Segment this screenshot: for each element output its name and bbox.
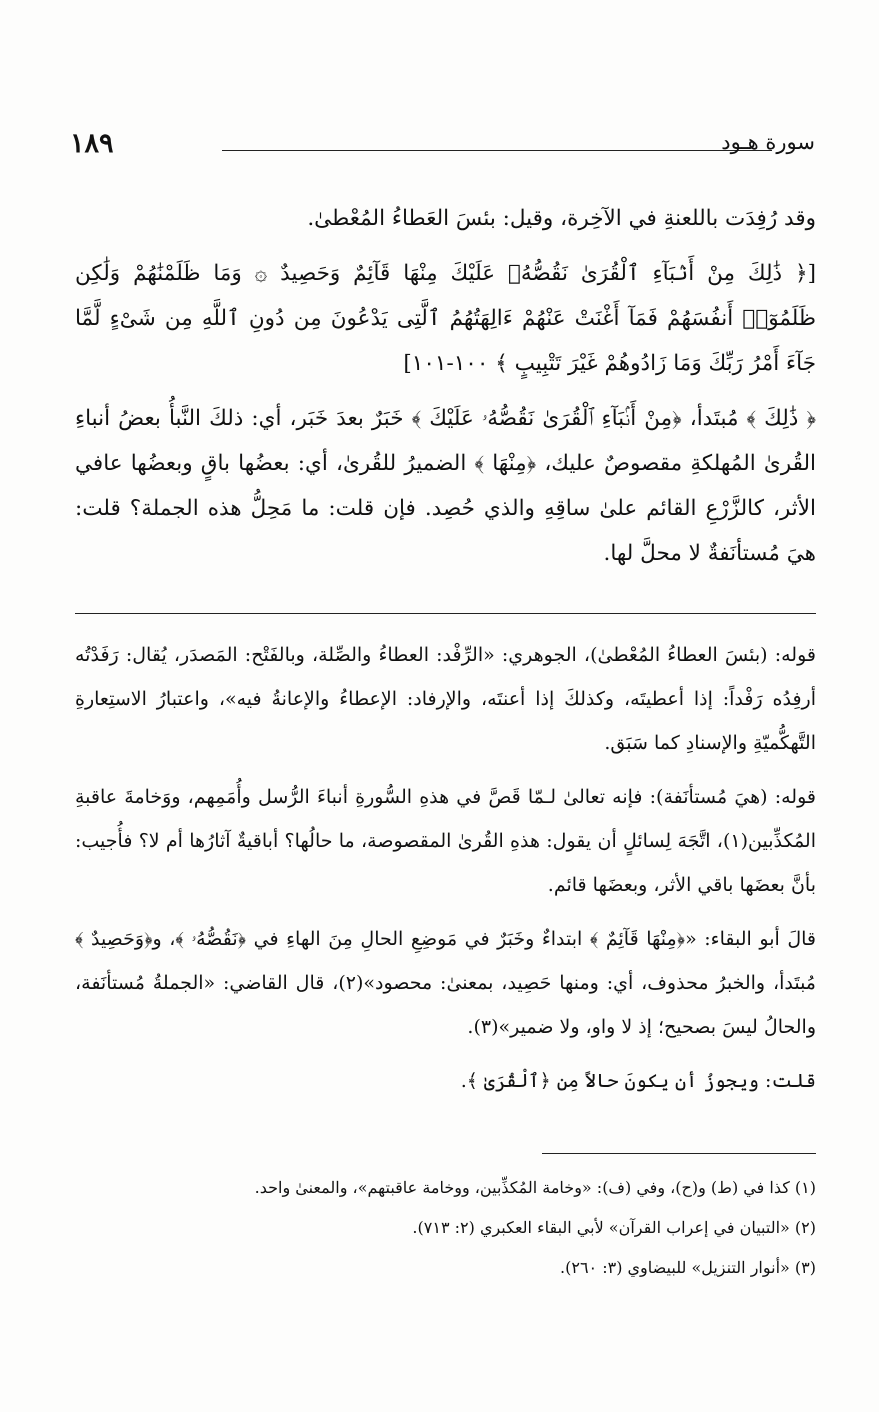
intro-line: وقد رُفِدَت باللعنةِ في الآخِرة، وقيل: بئسَ العَطاءُ المُعْطىٰ. xyxy=(307,206,816,231)
quran-verse: [﴿ ذَٰلِكَ مِنْ أَنۢبَآءِ ٱلْقُرَىٰ نَقُصُّهُۥ عَلَيْكَ مِنْهَا قَآئِمٌ وَحَصِيدٌ ۞ وَمَا ظَلَمْنَٰهُمْ وَلَٰكِن ظَلَمُوٓا۟ أَنفُسَهُمْ فَمَآ أَغْنَتْ عَنْهُمْ ءَالِهَتُهُمُ ٱلَّتِى يَدْعُونَ مِن دُونِ ٱللَّهِ مِن شَىْءٍ لَّمَّا جَآءَ أَمْرُ رَبِّكَ وَمَا زَادُوهُمْ غَيْرَ تَتْبِيبٍ ﴾ ١٠٠-١٠١] xyxy=(75,261,816,376)
footnote-1: (١) كذا في (ط) و(ح)، وفي (ف): «وخامة المُكذِّبين، ووخامة عاقبتهم»، والمعنىٰ واحد. xyxy=(254,1178,816,1197)
commentary-paragraph-4: قلت: ويجوزُ أن يكونَ حالاً مِن ﴿ٱلْقُرَىٰ ﴾. xyxy=(460,1070,816,1092)
commentary-block xyxy=(75,633,816,1113)
footnote-2: (٢) «التبيان في إعراب القرآن» لأبي البقاء العكبري (٢: ٧١٣). xyxy=(412,1218,816,1237)
commentary-separator xyxy=(75,613,816,614)
page-header xyxy=(70,128,815,164)
commentary-paragraph-3: قالَ أبو البقاء: «﴿مِنْهَا قَآئِمٌ ﴾ ابتداءٌ وخَبَرٌ في مَوضِعِ الحالِ مِنَ الهاءِ في ﴿نَقُصُّهُۥ ﴾، و﴿وَحَصِيدٌ ﴾ مُبتَدأ، والخبرُ محذوف، أي: ومنها حَصِيد، بمعنىٰ: محصود»(٢)، قال القاضي: «الجملةُ مُستأنَفة، والحالُ ليسَ بصحيح؛ إذ لا واو، ولا ضمير»(٣). xyxy=(75,928,816,1038)
footnote-3: (٣) «أنوار التنزيل» للبيضاوي (٣: ٢٦٠). xyxy=(560,1258,816,1277)
header-rule xyxy=(222,150,772,151)
surah-name: سورة هـود xyxy=(721,130,815,154)
page-number: ١٨٩ xyxy=(70,128,114,159)
footnote-separator xyxy=(542,1153,816,1154)
commentary-paragraph-1: قوله: (بئسَ العطاءُ المُعْطىٰ)، الجوهري: «الرِّفْد: العطاءُ والصِّلة، وبالفَتْح: المَصدَر، يُقال: رَفَدْتُه أرفِدُه رَفْداً: إذا أعطيتَه، وكذلكَ إذا أعنتَه، والإرفاد: الإعطاءُ والإعانةُ فيه»، واعتبارُ الاستِعارةِ التَّهكُّميّةِ والإسنادِ كما سَبَق. xyxy=(75,644,816,754)
commentary-paragraph-2: قوله: (هيَ مُستأنَفة): فإنه تعالىٰ لـمّا قَصَّ في هذهِ السُّورةِ أنباءَ الرُّسل وأُمَمِهم، ووَخامةَ عاقبةِ المُكذِّبين(١)، اتَّجَهَ لِسائلٍ أن يقول: هذهِ القُرىٰ المقصوصة، ما حالُها؟ أباقيةٌ آثارُها أم لا؟ فأُجيب: بأنَّ بعضَها باقي الأثر، وبعضَها قائم. xyxy=(75,786,816,896)
main-text xyxy=(75,196,816,586)
footnotes xyxy=(75,1168,816,1288)
main-paragraph: ﴿ ذَٰلِكَ ﴾ مُبتَدأ، ﴿مِنْ أَنۢبَآءِ ٱلْقُرَىٰ نَقُصُّهُۥ عَلَيْكَ ﴾ خَبَرٌ بعدَ خَبَر، أي: ذلكَ النَّبأُ بعضُ أنباءِ القُرىٰ المُهلكةِ مقصوصٌ عليك، ﴿مِنْهَا ﴾ الضميرُ للقُرىٰ، أي: بعضُها باقٍ وبعضُها عافي الأثر، كالزَّرْعِ القائم علىٰ ساقِهِ والذي حُصِد. فإن قلت: ما مَحِلُّ هذه الجملة؟ قلت: هيَ مُستأنَفةٌ لا محلَّ لها. xyxy=(75,406,816,566)
